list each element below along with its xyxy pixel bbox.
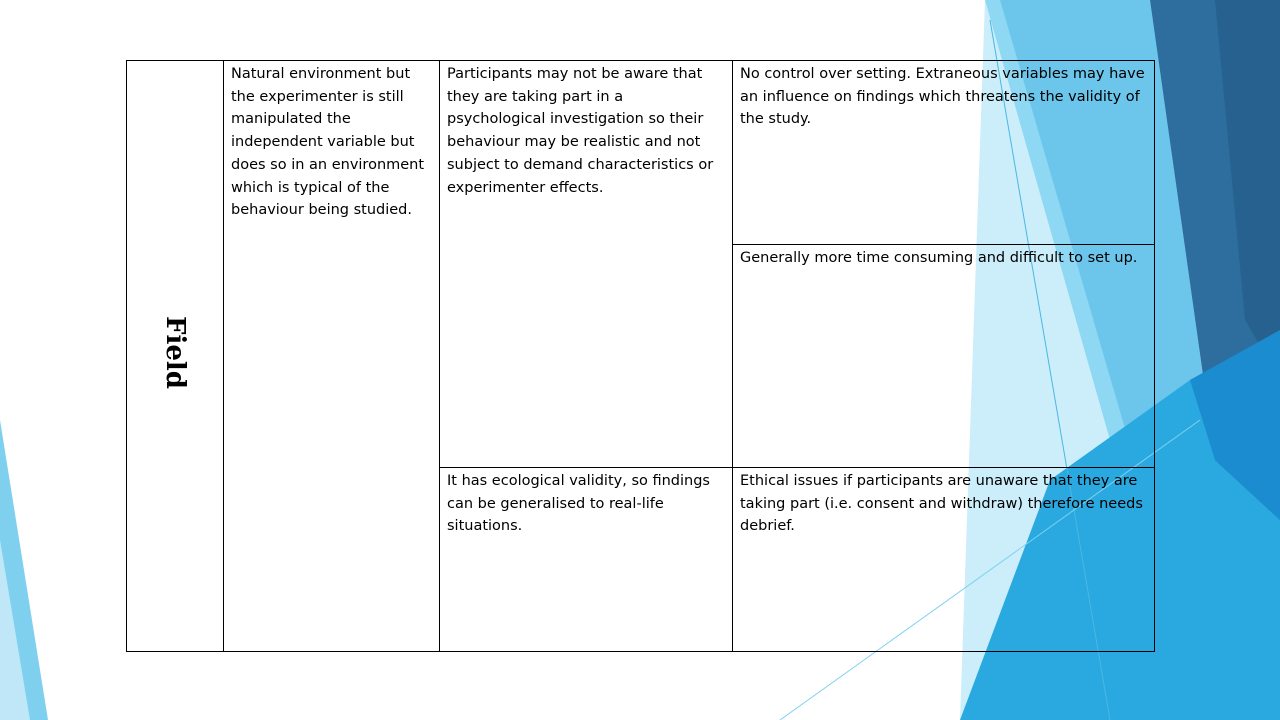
comparison-table [126, 60, 1155, 652]
description-text: Natural environment but the experimenter is still manipulated the independent variable but does so in an environment which is typical of the behaviour being studied. [231, 66, 425, 219]
strength-text-1: Participants may not be aware that they are taking part in a psychological investigation so their behaviour may be realistic and not subject to demand characteristics or experimenter effects. [447, 66, 714, 196]
weakness-cell-3 [733, 468, 1155, 652]
row-label: Field [160, 315, 190, 389]
weakness-cell-1 [733, 61, 1155, 245]
weakness-text-2: Generally more time consuming and difficult to set up. [740, 250, 1138, 266]
weakness-text-1: No control over setting. Extraneous variables may have an influence on findings which threatens the validity of the study. [740, 66, 1145, 128]
strength-cell-1 [440, 61, 733, 468]
description-cell [224, 61, 440, 652]
row-label-cell [127, 61, 224, 652]
strength-text-2: It has ecological validity, so findings can be generalised to real-life situations. [447, 473, 710, 535]
table-row [127, 61, 1155, 245]
strength-cell-2 [440, 468, 733, 652]
weakness-cell-2 [733, 245, 1155, 468]
weakness-text-3: Ethical issues if participants are unaware that they are taking part (i.e. consent and withdraw) therefore needs debrief. [740, 473, 1143, 535]
